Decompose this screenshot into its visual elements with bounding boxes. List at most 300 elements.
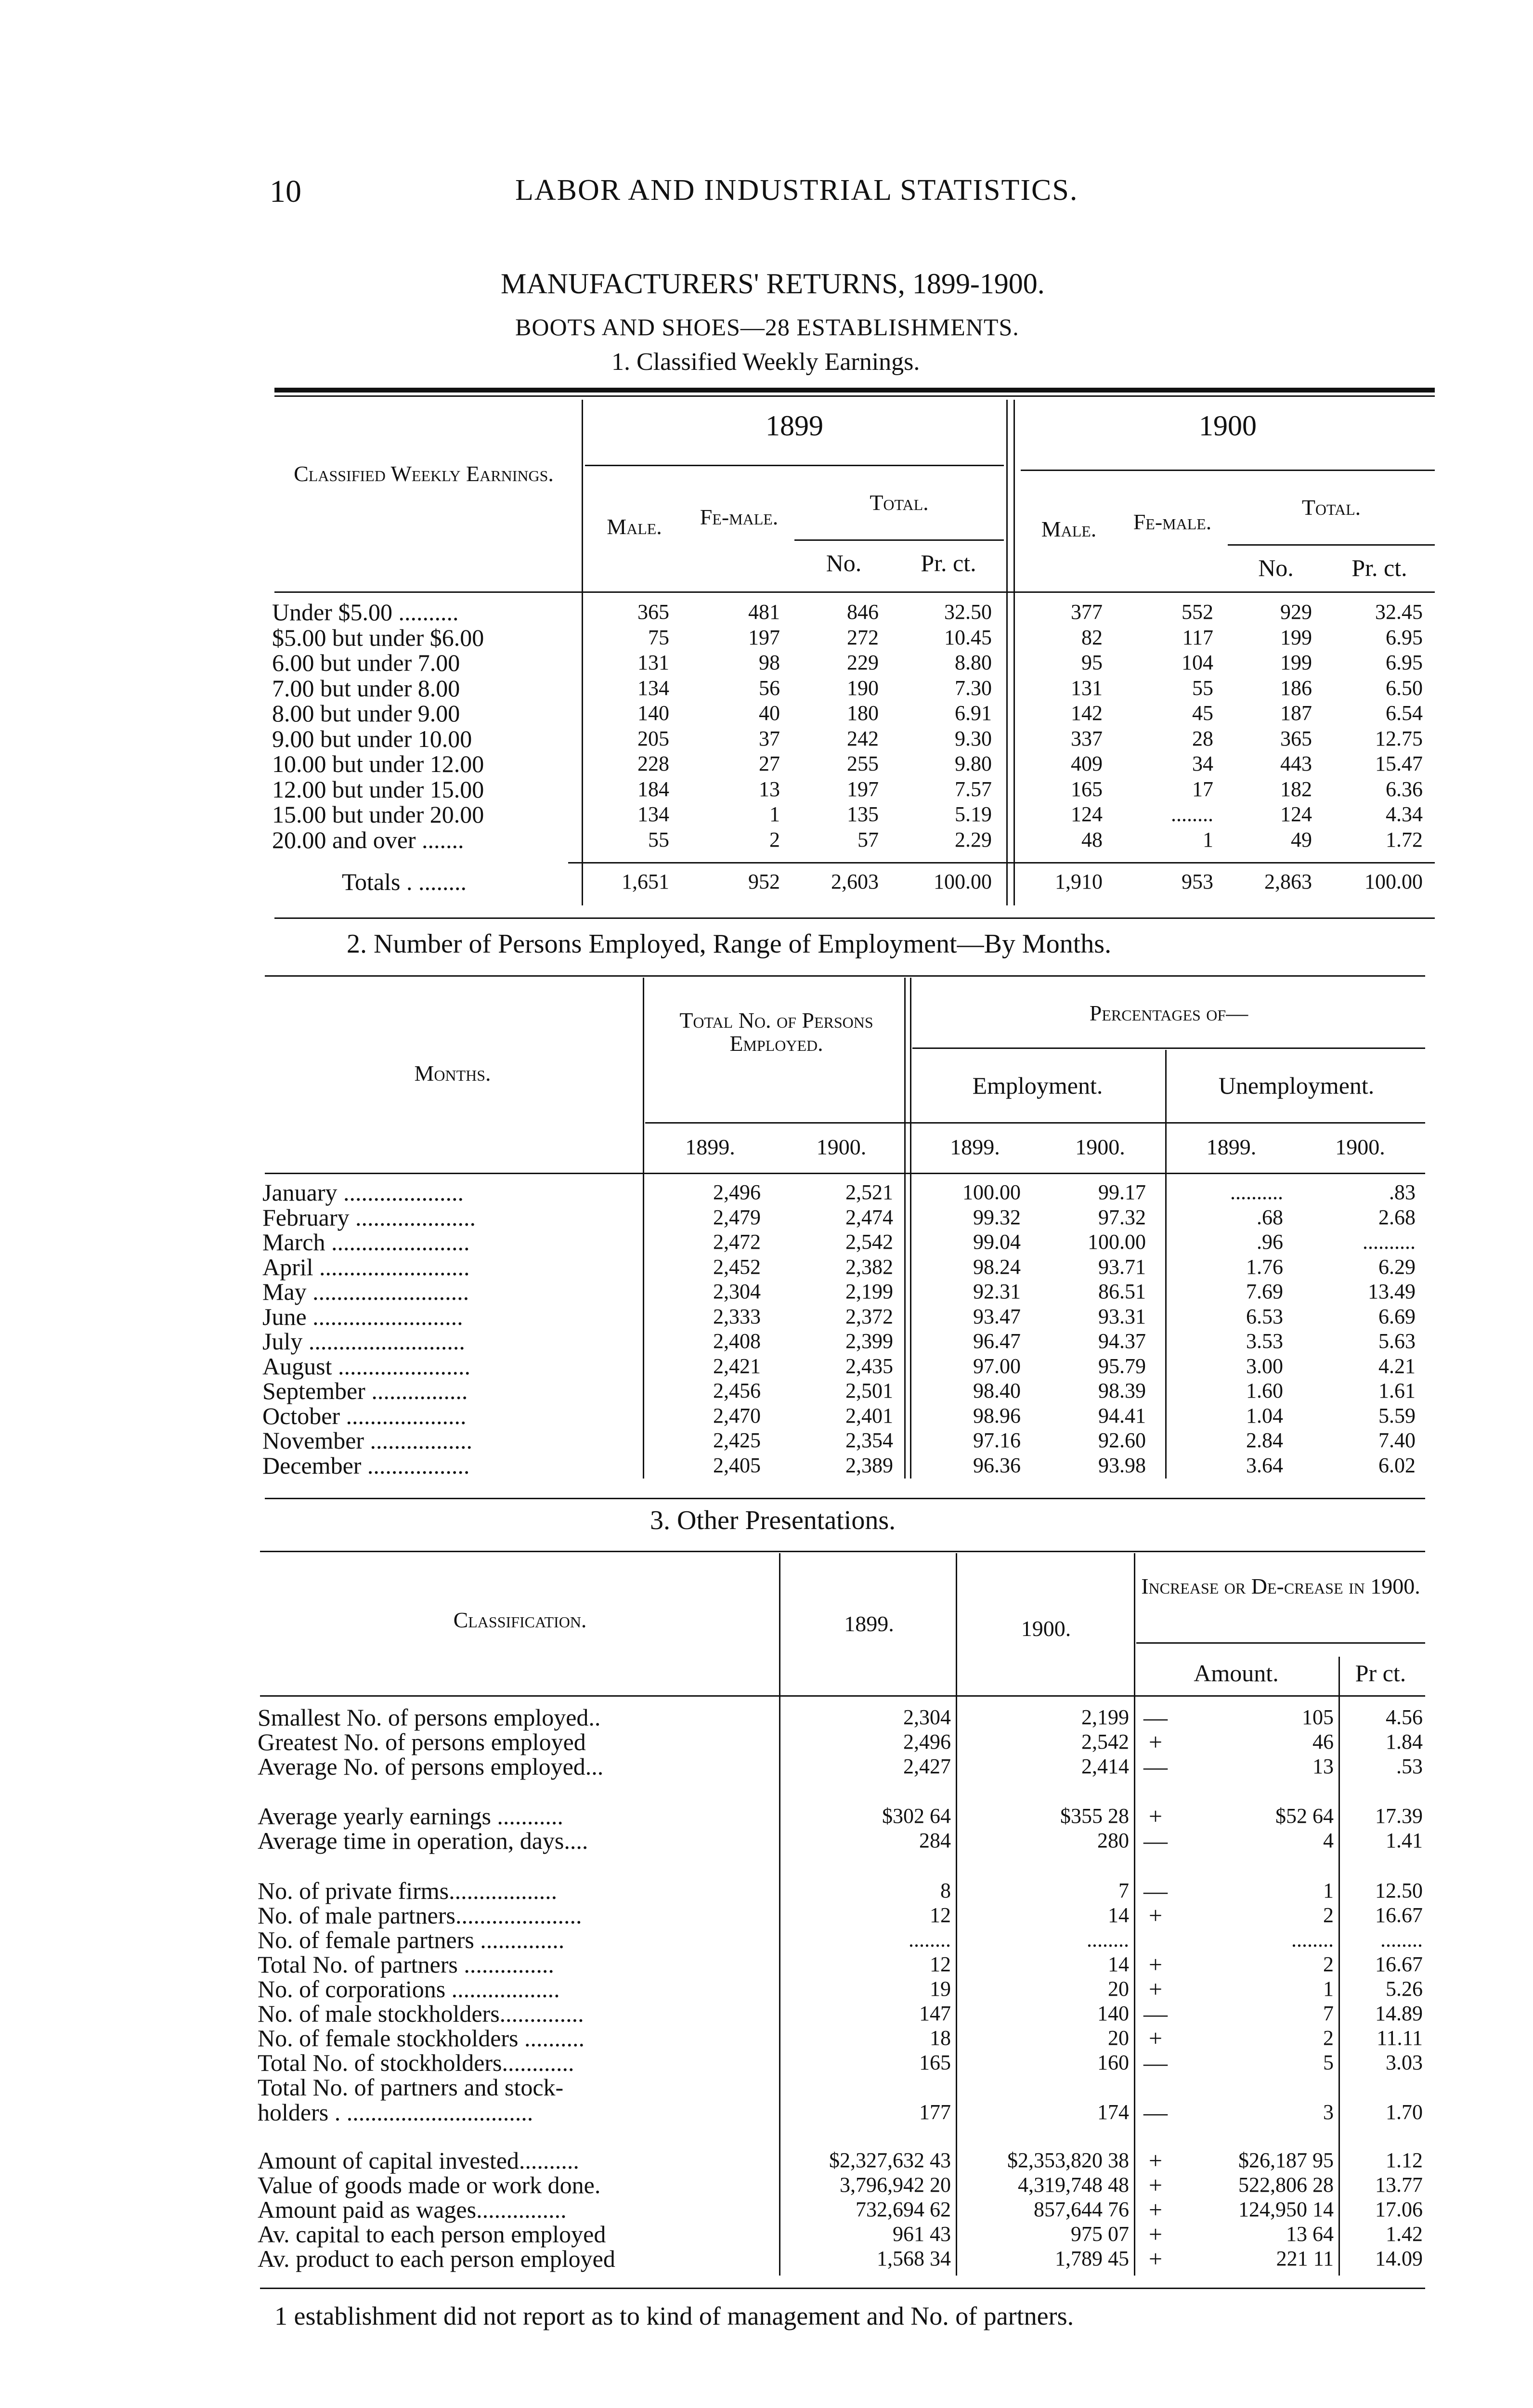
classification-label: Amount of capital invested.......... <box>258 2147 579 2174</box>
month-label: October .................... <box>262 1402 467 1429</box>
change-percent: 12.50 <box>1375 1879 1423 1902</box>
table-cell: 12.75 <box>1375 727 1423 750</box>
table-cell: 55 <box>1192 676 1213 700</box>
footnote: 1 establishment did not report as to kind of management and No. of partners. <box>274 2302 1074 2330</box>
table-cell: 32.50 <box>944 600 992 624</box>
change-amount: 5 <box>1323 2051 1334 2074</box>
change-amount: 2 <box>1323 1903 1334 1927</box>
row-label: 9.00 but under 10.00 <box>272 725 472 752</box>
table-cell: 104 <box>1182 651 1213 674</box>
table-cell: 3.00 <box>1246 1354 1283 1378</box>
table2-caption: 2. Number of Persons Employed, Range of Employment—By Months. <box>347 929 1112 959</box>
table-cell: 255 <box>847 752 879 775</box>
table-cell: 5.63 <box>1378 1329 1416 1353</box>
table-cell: 242 <box>847 727 879 750</box>
row-label: 7.00 but under 8.00 <box>272 675 460 702</box>
table-cell: 6.53 <box>1246 1305 1283 1328</box>
classification-label: No. of male partners..................... <box>258 1902 582 1929</box>
table-cell: 55 <box>648 828 669 851</box>
rule <box>779 1553 780 2276</box>
table-cell: 4.34 <box>1386 802 1423 826</box>
change-percent: 14.89 <box>1375 2002 1423 2025</box>
classification-label: No. of corporations .................. <box>258 1976 560 2002</box>
change-percent: 14.09 <box>1375 2247 1423 2270</box>
change-percent: 17.39 <box>1375 1804 1423 1828</box>
table-cell: 165 <box>1071 777 1103 801</box>
change-amount: 221 11 <box>1276 2247 1334 2270</box>
table3-head-rule <box>260 1695 1425 1697</box>
change-sign: + <box>1148 1976 1163 2002</box>
change-percent: 3.03 <box>1386 2051 1423 2074</box>
table-cell: 2,354 <box>845 1428 893 1452</box>
table-cell: 2.68 <box>1378 1205 1416 1229</box>
table-cell: 2,399 <box>845 1329 893 1353</box>
value-1899: 19 <box>930 1977 951 2001</box>
table-cell: 99.04 <box>973 1230 1021 1254</box>
table-cell: 56 <box>759 676 780 700</box>
table-cell: 205 <box>637 727 669 750</box>
table-cell: 32.45 <box>1375 600 1423 624</box>
table-cell: 3.53 <box>1246 1329 1283 1353</box>
report-subtitle: BOOTS AND SHOES—28 ESTABLISHMENTS. <box>515 314 1019 340</box>
table-cell: 131 <box>637 651 669 674</box>
table-cell: 2,542 <box>845 1230 893 1254</box>
value-1899: 8 <box>940 1879 951 1902</box>
table-cell: 6.02 <box>1378 1453 1416 1477</box>
table-cell: 97.00 <box>973 1354 1021 1378</box>
classification-label: No. of private firms.................. <box>258 1877 558 1904</box>
classification-label: Average time in operation, days.... <box>258 1827 588 1854</box>
table-cell: 1.76 <box>1246 1255 1283 1279</box>
row-label: 15.00 but under 20.00 <box>272 801 484 828</box>
rule <box>910 978 911 1479</box>
change-amount: 46 <box>1312 1730 1334 1754</box>
change-sign: + <box>1148 2245 1163 2272</box>
table-cell: 5.19 <box>955 802 992 826</box>
table1-year-1900: 1900 <box>1199 410 1257 442</box>
month-label: September ................ <box>262 1377 468 1404</box>
table-cell: 2.84 <box>1246 1428 1283 1452</box>
change-percent: 13.77 <box>1375 2173 1423 2197</box>
table-cell: 7.57 <box>955 777 992 801</box>
table-cell: 6.36 <box>1386 777 1423 801</box>
totals-cell: 2,863 <box>1264 870 1312 893</box>
table-cell: .......... <box>1363 1230 1416 1254</box>
table-cell: 1.04 <box>1246 1404 1283 1427</box>
table-cell: 2,452 <box>713 1255 761 1279</box>
table-cell: 93.31 <box>1098 1305 1146 1328</box>
table-cell: 34 <box>1192 752 1213 775</box>
table-cell: 2,382 <box>845 1255 893 1279</box>
value-1899: 961 43 <box>893 2222 951 2246</box>
classification-label: Average yearly earnings ........... <box>258 1803 563 1830</box>
table-cell: 95.79 <box>1098 1354 1146 1378</box>
table1-total-1899: Total. <box>870 490 929 515</box>
table2-stub-header: Months. <box>414 1061 491 1086</box>
table-cell: 48 <box>1081 828 1103 851</box>
table-cell: 135 <box>847 802 879 826</box>
table-cell: 100.00 <box>1088 1230 1146 1254</box>
table-cell: 93.98 <box>1098 1453 1146 1477</box>
change-percent: 17.06 <box>1375 2198 1423 2221</box>
table-cell: 2,333 <box>713 1305 761 1328</box>
change-sign: — <box>1143 1877 1168 1904</box>
table-cell: 6.95 <box>1386 651 1423 674</box>
table3-caption: 3. Other Presentations. <box>650 1505 896 1535</box>
value-1900: 14 <box>1108 1903 1129 1927</box>
table3-prct-header: Pr ct. <box>1355 1660 1406 1687</box>
table-cell: 409 <box>1071 752 1103 775</box>
row-label: 6.00 but under 7.00 <box>272 649 460 676</box>
table-cell: 5.59 <box>1378 1404 1416 1427</box>
table1-no-1899: No. <box>826 550 862 576</box>
table3-col-1899: 1899. <box>844 1611 894 1636</box>
value-1900: 4,319,748 48 <box>1018 2173 1129 2197</box>
running-head: LABOR AND INDUSTRIAL STATISTICS. <box>515 174 1078 207</box>
table1-total-1900: Total. <box>1301 495 1361 520</box>
row-label: $5.00 but under $6.00 <box>272 624 484 651</box>
change-percent: 11.11 <box>1377 2026 1423 2050</box>
value-1900: 280 <box>1097 1829 1129 1852</box>
table-cell: 13 <box>759 777 780 801</box>
totals-cell: 2,603 <box>831 870 879 893</box>
table-cell: 17 <box>1192 777 1213 801</box>
value-1900: 975 07 <box>1071 2222 1129 2246</box>
table2-employment-header: Employment. <box>972 1072 1103 1099</box>
classification-label: Total No. of partners ............... <box>258 1951 554 1978</box>
table-cell: 82 <box>1081 626 1103 649</box>
value-1900: 14 <box>1108 1952 1129 1976</box>
table-cell: 184 <box>637 777 669 801</box>
table-cell: 37 <box>759 727 780 750</box>
classification-label: Total No. of stockholders............ <box>258 2049 574 2076</box>
table-cell: 140 <box>637 701 669 725</box>
change-sign: — <box>1143 1704 1168 1731</box>
table3-amount-header: Amount. <box>1194 1660 1279 1687</box>
value-1900: 174 <box>1097 2100 1129 2124</box>
table-cell: 45 <box>1192 701 1213 725</box>
change-amount: ........ <box>1291 1928 1334 1951</box>
month-label: November ................. <box>262 1427 473 1454</box>
table-cell: 7.69 <box>1246 1280 1283 1303</box>
table-cell: 1.61 <box>1378 1379 1416 1402</box>
month-label: August ...................... <box>262 1353 470 1380</box>
value-1900: 2,199 <box>1081 1705 1129 1729</box>
classification-label: Greatest No. of persons employed <box>258 1728 586 1755</box>
table-cell: 49 <box>1291 828 1312 851</box>
change-sign: + <box>1148 2196 1163 2223</box>
rule <box>568 862 1435 864</box>
table-cell: .......... <box>1230 1180 1283 1204</box>
table-cell: 96.36 <box>973 1453 1021 1477</box>
table3-bottom-rule <box>260 2288 1425 2289</box>
table-cell: 92.60 <box>1098 1428 1146 1452</box>
table-cell: 9.80 <box>955 752 992 775</box>
value-1899: 2,427 <box>903 1754 951 1778</box>
table1-top-rule <box>274 388 1435 393</box>
table-cell: .83 <box>1389 1180 1416 1204</box>
table-cell: 2,474 <box>845 1205 893 1229</box>
table-cell: 2,199 <box>845 1280 893 1303</box>
value-1900: 2,542 <box>1081 1730 1129 1754</box>
table-cell: 2,521 <box>845 1180 893 1204</box>
table-cell: 337 <box>1071 727 1103 750</box>
table2-total-1900: 1900. <box>816 1135 867 1159</box>
table-cell: 2,389 <box>845 1453 893 1477</box>
value-1900: 857,644 76 <box>1034 2198 1129 2221</box>
table1-caption: 1. Classified Weekly Earnings. <box>611 348 920 376</box>
month-label: January .................... <box>262 1179 464 1206</box>
change-amount: 1 <box>1323 1879 1334 1902</box>
value-1900: $355 28 <box>1060 1804 1129 1828</box>
table2-emp-1900: 1900. <box>1075 1135 1125 1159</box>
table-cell: 98.40 <box>973 1379 1021 1402</box>
table-cell: 124 <box>1071 802 1103 826</box>
rule <box>1013 400 1015 905</box>
rule <box>912 1047 1425 1049</box>
month-label: May .......................... <box>262 1278 469 1305</box>
rule <box>582 400 583 905</box>
change-sign: — <box>1143 1753 1168 1780</box>
change-sign: — <box>1143 2099 1168 2126</box>
month-label: April ......................... <box>262 1254 470 1281</box>
table-cell: ........ <box>1171 802 1213 826</box>
totals-cell: 952 <box>748 870 780 893</box>
table2-unemp-1899: 1899. <box>1206 1135 1257 1159</box>
table1-head-rule <box>274 591 1435 593</box>
value-1899: 732,694 62 <box>856 2198 951 2221</box>
table-cell: 6.54 <box>1386 701 1423 725</box>
row-label: 20.00 and over ....... <box>272 826 464 853</box>
change-percent: 1.42 <box>1386 2222 1423 2246</box>
table-cell: 229 <box>847 651 879 674</box>
change-percent: 5.26 <box>1386 1977 1423 2001</box>
table-cell: 2,304 <box>713 1280 761 1303</box>
change-amount: $52 64 <box>1275 1804 1334 1828</box>
table-cell: 2,496 <box>713 1180 761 1204</box>
classification-label: Average No. of persons employed... <box>258 1753 604 1780</box>
table-cell: 99.32 <box>973 1205 1021 1229</box>
table-cell: 2,472 <box>713 1230 761 1254</box>
table2-unemp-1900: 1900. <box>1335 1135 1385 1159</box>
change-percent: 1.84 <box>1386 1730 1423 1754</box>
table-cell: 182 <box>1280 777 1312 801</box>
table-cell: 13.49 <box>1368 1280 1416 1303</box>
rule <box>956 1553 957 2276</box>
classification-label: No. of female partners .............. <box>258 1926 565 1953</box>
table2-emp-1899: 1899. <box>950 1135 1000 1159</box>
table-cell: 98.39 <box>1098 1379 1146 1402</box>
rule <box>1228 544 1435 546</box>
table-cell: 131 <box>1071 676 1103 700</box>
table-cell: 552 <box>1182 600 1213 624</box>
rule <box>904 978 906 1479</box>
rule <box>1136 1642 1425 1644</box>
table-cell: 6.69 <box>1378 1305 1416 1328</box>
table-cell: 377 <box>1071 600 1103 624</box>
value-1899: 1,568 34 <box>877 2247 951 2270</box>
table-cell: 27 <box>759 752 780 775</box>
table-cell: 117 <box>1182 626 1213 649</box>
table-cell: 95 <box>1081 651 1103 674</box>
rule <box>645 1122 1425 1124</box>
table-cell: 846 <box>847 600 879 624</box>
value-1899: 2,496 <box>903 1730 951 1754</box>
table-cell: 1 <box>1203 828 1213 851</box>
row-label: 10.00 but under 12.00 <box>272 750 484 777</box>
value-1900: $2,353,820 38 <box>1007 2148 1129 2172</box>
value-1899: 177 <box>919 2100 951 2124</box>
change-amount: 2 <box>1323 1952 1334 1976</box>
page-number: 10 <box>270 174 301 209</box>
totals-cell: 953 <box>1182 870 1213 893</box>
change-percent: 4.56 <box>1386 1705 1423 1729</box>
table1-prct-1900: Pr. ct. <box>1351 554 1407 581</box>
classification-label: Amount paid as wages............... <box>258 2196 567 2223</box>
totals-cell: 1,651 <box>622 870 669 893</box>
table-cell: 443 <box>1280 752 1312 775</box>
table-cell: 6.91 <box>955 701 992 725</box>
value-1899: 12 <box>930 1903 951 1927</box>
value-1899: 147 <box>919 2002 951 2025</box>
change-sign: + <box>1148 1951 1163 1978</box>
row-label: 12.00 but under 15.00 <box>272 776 484 803</box>
value-1899: 18 <box>930 2026 951 2050</box>
table-cell: 10.45 <box>944 626 992 649</box>
table-cell: 2,435 <box>845 1354 893 1378</box>
table-cell: 6.95 <box>1386 626 1423 649</box>
table-cell: 4.21 <box>1378 1354 1416 1378</box>
table-cell: 365 <box>1280 727 1312 750</box>
classification-label: Av. capital to each person employed <box>258 2221 606 2248</box>
table-cell: 92.31 <box>973 1280 1021 1303</box>
classification-label: Av. product to each person employed <box>258 2245 615 2272</box>
row-label: Under $5.00 .......... <box>272 599 459 626</box>
classification-label: Total No. of partners and stock- <box>258 2074 564 2101</box>
rule <box>585 465 1004 466</box>
table-cell: 2,408 <box>713 1329 761 1353</box>
table-cell: 186 <box>1280 676 1312 700</box>
classification-label: holders . ............................... <box>258 2099 533 2126</box>
table2-top-rule <box>265 975 1425 977</box>
change-amount: 522,806 28 <box>1238 2173 1334 2197</box>
table-cell: 1.60 <box>1246 1379 1283 1402</box>
table-cell: 7.40 <box>1378 1428 1416 1452</box>
change-percent: 1.41 <box>1386 1829 1423 1852</box>
totals-label: Totals . ........ <box>342 868 467 895</box>
table-cell: 197 <box>847 777 879 801</box>
table-cell: 93.47 <box>973 1305 1021 1328</box>
table3-top-rule <box>260 1551 1425 1552</box>
table-cell: 86.51 <box>1098 1280 1146 1303</box>
rule <box>1338 1657 1340 2276</box>
table-cell: 98.96 <box>973 1404 1021 1427</box>
table-cell: 98 <box>759 651 780 674</box>
value-1900: 160 <box>1097 2051 1129 2074</box>
table1-top-rule-thin <box>274 395 1435 397</box>
change-percent: 16.67 <box>1375 1952 1423 1976</box>
table-cell: 2,479 <box>713 1205 761 1229</box>
table3-increase-header: Increase or De-crease in 1900. <box>1141 1574 1420 1598</box>
change-percent: 1.70 <box>1386 2100 1423 2124</box>
rule <box>794 539 1004 541</box>
table-cell: 142 <box>1071 701 1103 725</box>
table-cell: 28 <box>1192 727 1213 750</box>
table-cell: 2,421 <box>713 1354 761 1378</box>
table1-bottom-rule <box>274 917 1435 919</box>
change-amount: 2 <box>1323 2026 1334 2050</box>
change-sign: + <box>1148 1803 1163 1830</box>
table-cell: 1 <box>769 802 780 826</box>
change-amount: 124,950 14 <box>1238 2198 1334 2221</box>
change-sign: + <box>1148 2147 1163 2174</box>
rule <box>1006 400 1008 905</box>
classification-label: No. of female stockholders .......... <box>258 2025 585 2052</box>
change-sign: + <box>1148 1902 1163 1929</box>
table2-percentages-header: Percentages of— <box>1089 1001 1248 1025</box>
value-1899: 165 <box>919 2051 951 2074</box>
table-cell: 1.72 <box>1386 828 1423 851</box>
table-cell: 2,405 <box>713 1453 761 1477</box>
month-label: July .......................... <box>262 1328 465 1355</box>
change-amount: 7 <box>1323 2002 1334 2025</box>
table-cell: 180 <box>847 701 879 725</box>
table1-year-1899: 1899 <box>766 410 823 442</box>
table1-female-1899: Fe-male. <box>700 505 779 529</box>
table-cell: 40 <box>759 701 780 725</box>
value-1900: 2,414 <box>1081 1754 1129 1778</box>
table-cell: 2.29 <box>955 828 992 851</box>
change-sign: + <box>1148 2025 1163 2052</box>
table-cell: 272 <box>847 626 879 649</box>
table1-prct-1899: Pr. ct. <box>921 550 976 576</box>
totals-cell: 100.00 <box>934 870 992 893</box>
value-1899: 2,304 <box>903 1705 951 1729</box>
change-amount: $26,187 95 <box>1238 2148 1334 2172</box>
table-cell: 190 <box>847 676 879 700</box>
table-cell: 6.50 <box>1386 676 1423 700</box>
value-1899: $302 64 <box>882 1804 951 1828</box>
table1-female-1900: Fe-male. <box>1133 510 1212 534</box>
table-cell: 3.64 <box>1246 1453 1283 1477</box>
change-sign: + <box>1148 2172 1163 2199</box>
table-cell: 8.80 <box>955 651 992 674</box>
table-cell: 929 <box>1280 600 1312 624</box>
change-sign: — <box>1143 2049 1168 2076</box>
table-cell: 2,401 <box>845 1404 893 1427</box>
change-percent: ........ <box>1380 1928 1423 1951</box>
table-cell: 197 <box>748 626 780 649</box>
value-1899: $2,327,632 43 <box>829 2148 951 2172</box>
table-cell: 187 <box>1280 701 1312 725</box>
classification-label: Value of goods made or work done. <box>258 2172 601 2199</box>
table3-col-1900: 1900. <box>1021 1616 1071 1641</box>
table-cell: 15.47 <box>1375 752 1423 775</box>
table-cell: 57 <box>857 828 879 851</box>
table-cell: 2,501 <box>845 1379 893 1402</box>
table-cell: 94.41 <box>1098 1404 1146 1427</box>
table-cell: 199 <box>1280 626 1312 649</box>
table-cell: 98.24 <box>973 1255 1021 1279</box>
change-amount: 1 <box>1323 1977 1334 2001</box>
table-cell: 2,372 <box>845 1305 893 1328</box>
rule <box>1021 470 1435 471</box>
table-cell: 99.17 <box>1098 1180 1146 1204</box>
table2-head-rule <box>265 1173 1425 1174</box>
change-amount: 13 <box>1312 1754 1334 1778</box>
table-cell: 97.16 <box>973 1428 1021 1452</box>
change-amount: 3 <box>1323 2100 1334 2124</box>
